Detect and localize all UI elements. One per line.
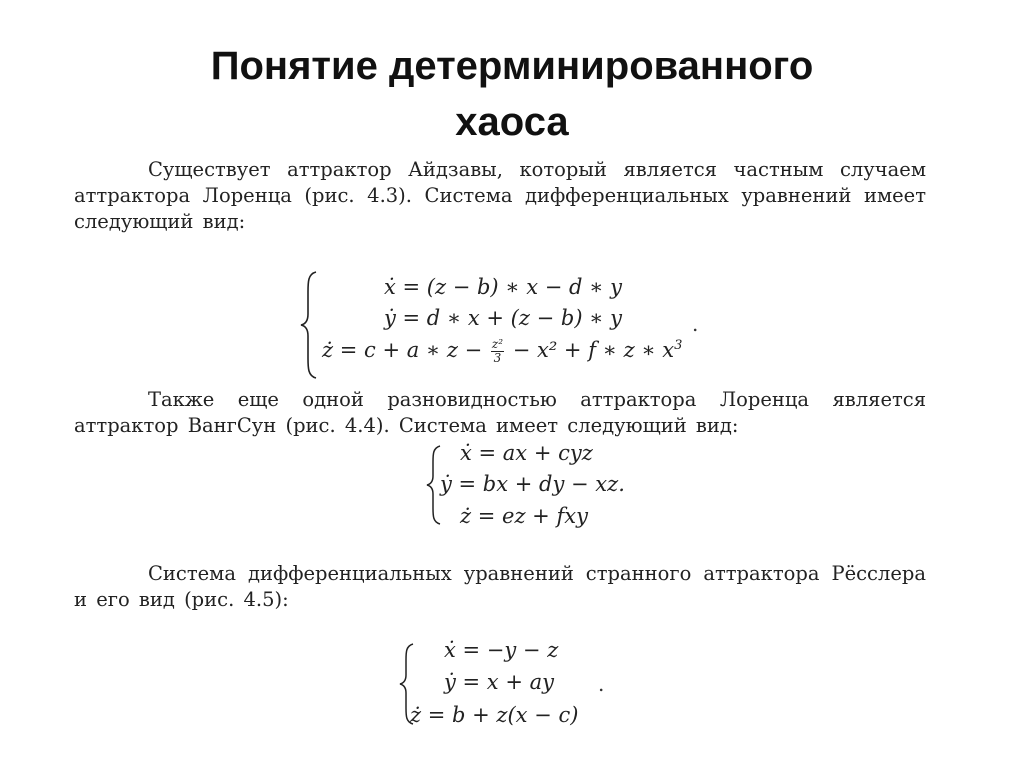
aizawa-end-mark: . (692, 312, 699, 336)
rossler-text-line-2: и его вид (рис. 4.5): (74, 588, 289, 611)
aizawa-paragraph (74, 157, 926, 235)
rossler-end-mark: . (598, 672, 605, 696)
aizawa-equation-z-start: ż = c + a ∗ z − (322, 338, 483, 362)
wangsun-equation-z: ż = ez + fxy (460, 504, 588, 528)
aizawa-fraction-denominator: 3 (493, 351, 502, 365)
wangsun-equation-y: ẏ = bx + dy − xz. (440, 472, 625, 496)
aizawa-equation-z-end: − x² + f ∗ z ∗ x (512, 338, 675, 362)
aizawa-equation-z-exponent: 3 (674, 338, 683, 353)
aizawa-text-line-2: аттрактора Лоренца (рис. 4.3). Система дифференциальных уравнений имеет (74, 184, 926, 207)
aizawa-text-line-3: следующий вид: (74, 210, 246, 233)
slide-title (0, 38, 1024, 150)
rossler-equation-y: ẏ = x + ay (444, 670, 554, 694)
rossler-text-line-1: Система дифференциальных уравнений странного аттрактора Рёсслера (148, 562, 926, 585)
aizawa-text-line-1: Существует аттрактор Айдзавы, который является частным случаем (148, 158, 926, 181)
rossler-equation-z: ż = b + z(x − c) (410, 703, 579, 727)
slide-title-line-1: Понятие детерминированного (210, 44, 814, 88)
wangsun-text-line-2: аттрактор ВангСун (рис. 4.4). Система имеет следующий вид: (74, 414, 739, 437)
aizawa-fraction-numerator: z² (491, 337, 504, 351)
rossler-paragraph (74, 561, 926, 613)
aizawa-equation-x: ẋ = (z − b) ∗ x − d ∗ y (384, 275, 622, 299)
aizawa-equation-y: ẏ = d ∗ x + (z − b) ∗ y (384, 306, 622, 330)
slide-title-line-2: хаоса (455, 100, 569, 144)
wangsun-paragraph (74, 387, 926, 439)
wangsun-text-line-1: Также еще одной разновидностью аттрактора Лоренца является (148, 388, 926, 411)
wangsun-equation-x: ẋ = ax + cyz (460, 441, 593, 465)
aizawa-equation-z (322, 338, 682, 365)
aizawa-fraction (491, 338, 504, 365)
rossler-equation-x: ẋ = −y − z (444, 638, 559, 662)
aizawa-brace-icon (298, 270, 320, 380)
